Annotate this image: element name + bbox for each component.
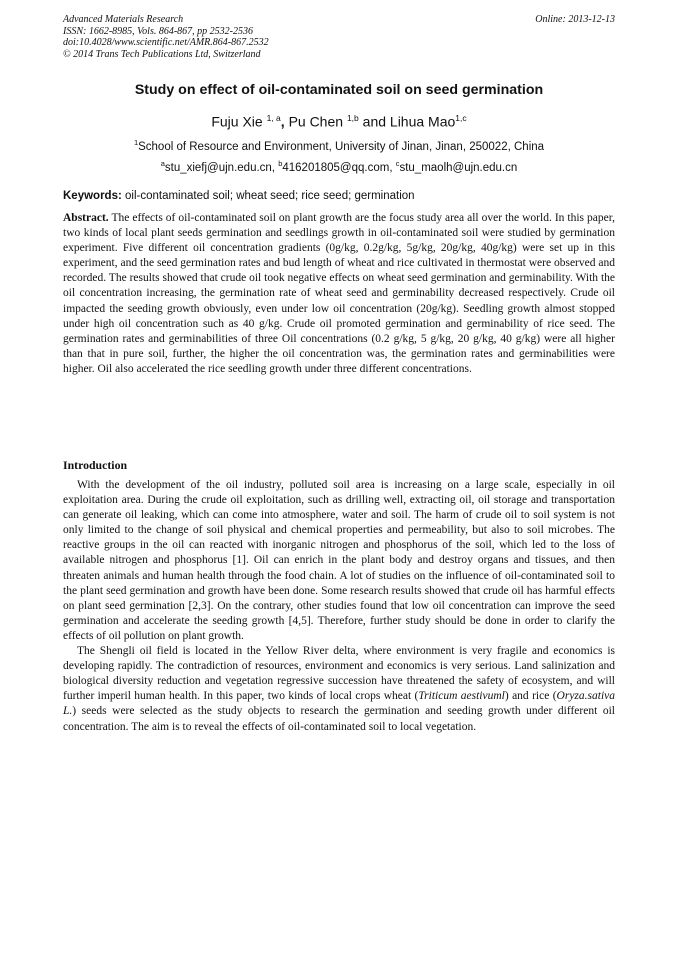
species-name: Triticum aestivuml xyxy=(418,690,505,703)
author-affiliation-marker: 1, a xyxy=(266,113,281,123)
copyright-line: © 2014 Trans Tech Publications Ltd, Switzerland xyxy=(63,48,261,60)
email-marker: a xyxy=(160,159,165,168)
paragraph xyxy=(63,644,615,735)
author-conjunction: and xyxy=(358,113,390,130)
email-marker: c xyxy=(395,159,400,168)
journal-header xyxy=(63,14,615,60)
author-name: Pu Chen xyxy=(288,113,344,130)
species-name: Oryza.sativa L. xyxy=(63,690,616,718)
affiliation-text: School of Resource and Environment, University of Jinan, Jinan, 250022, China xyxy=(138,140,545,153)
author-separator: , xyxy=(280,113,289,130)
paragraph-text: The Shengli oil field is located in the Yellow River delta, where environment is very fragile and economics is developing rapidly. The contradiction of resources, environment and economics is very serious. Land salinization and biological diversity reduction and vegetation regressive succession have threatened the safety of ecosystem, and will further imperil human health. In this paper, two kinds of local crops wheat ( xyxy=(63,645,615,703)
paper-title: Study on effect of oil-contaminated soil on seed germination xyxy=(134,82,544,98)
keywords-text: oil-contaminated soil; wheat seed; rice seed; germination xyxy=(121,190,415,202)
email-address: stu_xiefj@ujn.edu.cn, xyxy=(164,161,279,174)
affiliation-marker: 1 xyxy=(133,138,139,147)
online-date: Online: 2013-12-13 xyxy=(535,14,615,25)
keywords xyxy=(63,190,615,202)
paragraph: With the development of the oil industry, polluted soil area is increasing on a large scale, especially in oil exploitation area. During the crude oil exploitation, such as drilling well, extracting oil, oil storage and transportation can generate oil leaking, which can come into atmosphere, water and soil. The harm of crude oil to soil system is not only limited to the change of soil physical and chemical properties and permeability, but also to soil microbes. The reactive groups in the oil can reacted with inorganic nitrogen and phosphorus of the soil, which led to the loss of available nitrogen and phosphorus [1]. Oil can enrich in the plant body and destroy organs and tissues, and then threaten animals and human health through the food chain. A lot of studies on the influence of oil-contaminated soil to the plant seed germination and growth have been done. Some research results showed that crude oil has harmful effects on plant seed germination [2,3]. On the contrary, other studies found that low oil concentration can improve the seed germination and accelerate the seeding growth [4,5]. Therefore, further study should be done in order to clarify the effects of oil pollution on plant growth. xyxy=(63,479,615,642)
abstract xyxy=(63,211,615,377)
email-marker: b xyxy=(278,159,283,168)
author-emails xyxy=(63,159,615,174)
keywords-label: Keywords: xyxy=(63,190,122,202)
abstract-text: The effects of oil-contaminated soil on plant growth are the focus study area all over the world. In this paper, two kinds of local plant seeds germination and seedlings growth in oil-contaminated soil were studied by germination experiment. Five different oil concentration gradients (0g/kg, 0.2g/kg, 5g/kg, 20g/kg, 40g/kg) were set up in this experiment, and the seed germination rates and bud length of wheat and rice cultivated in thermostat were observed and recorded. The results showed that crude oil took negative effects on wheat seed germination and germinability. With the oil concentration increasing, the germination rate of wheat seed and germinability decreased respectively. Crude oil impacted the seeding growth obviously, even under low oil concentration (20g/kg). Seedling growth almost stopped under high oil concentration such as 40 g/kg. Crude oil promoted germination and germinability of rice seed. The germination rates and germinabilities of three Oil concentrations (0.2 g/kg, 5 g/kg, 20 g/kg, 40 g/kg) were all higher than that in pure soil, further, the higher the oil concentration was, the germination rates and germinabilities were higher. Oil also accelerated the rice seedling growth under three different concentrations. xyxy=(63,212,615,375)
affiliation xyxy=(63,138,615,153)
introduction-body xyxy=(63,478,615,735)
issn-line: ISSN: 1662-8985, Vols. 864-867, pp 2532-2536 xyxy=(63,25,253,37)
journal-name: Advanced Materials Research xyxy=(63,14,184,25)
paragraph-text: ) seeds were selected as the study objects to research the germination and seeding growth under different oil concentration. The aim is to reveal the effects of oil-contaminated soil to local vegetation. xyxy=(63,705,615,733)
abstract-label: Abstract. xyxy=(63,212,109,224)
email-address: 416201805@qq.com, xyxy=(282,161,396,174)
section-heading-introduction: Introduction xyxy=(63,458,128,472)
author-name: Lihua Mao xyxy=(389,113,456,130)
author-list xyxy=(63,113,615,130)
author-name: Fuju Xie xyxy=(211,113,263,130)
author-affiliation-marker: 1,b xyxy=(346,113,359,123)
email-address: stu_maolh@ujn.edu.cn xyxy=(399,161,518,174)
doi-line: doi:10.4028/www.scientific.net/AMR.864-867.2532 xyxy=(63,37,269,48)
paragraph-text: ) and rice ( xyxy=(504,690,557,703)
author-affiliation-marker: 1,c xyxy=(455,113,467,123)
